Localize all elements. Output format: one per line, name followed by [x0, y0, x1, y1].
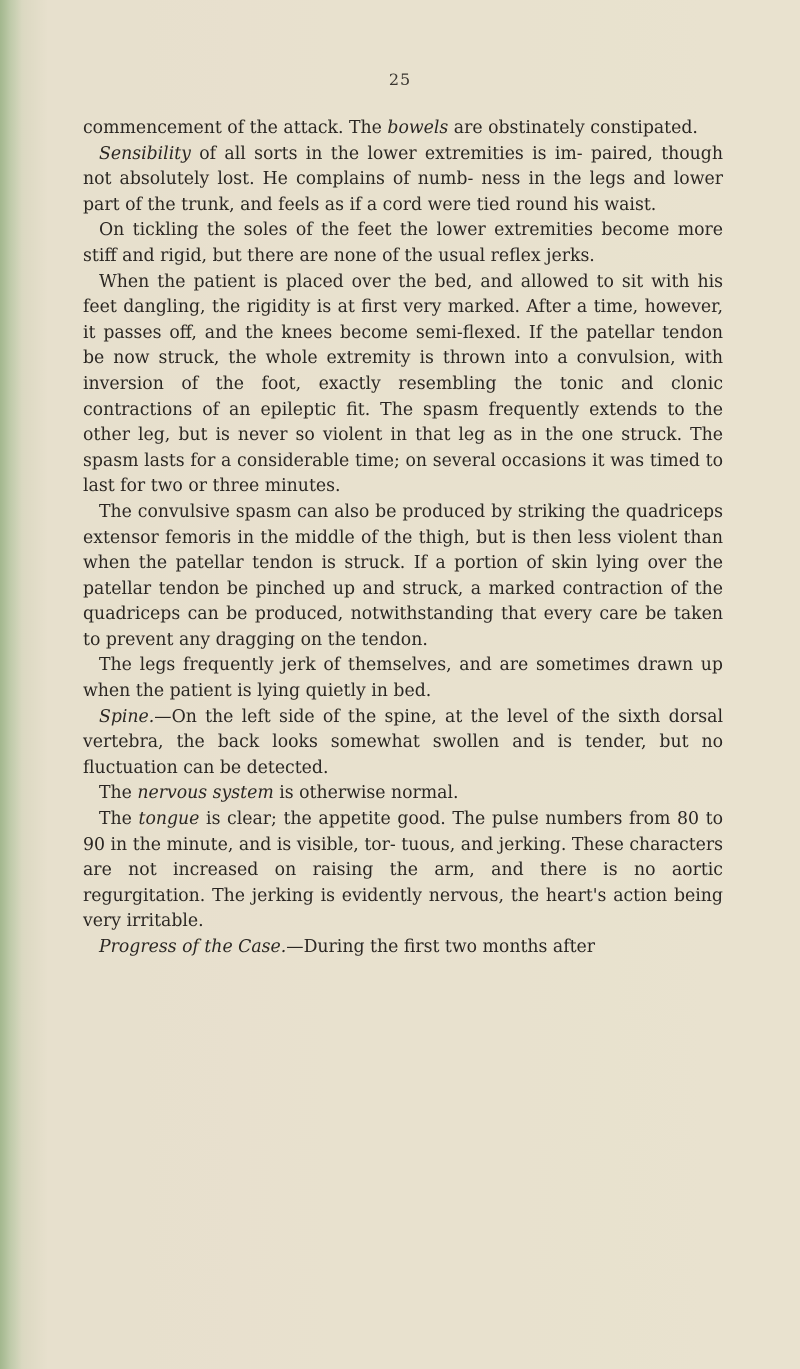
body-text [83, 116, 723, 961]
text-run: The [99, 783, 138, 804]
text-run: When the patient is placed over the bed, and allowed to sit with his feet dangling, the rigidity is at first very marked. After a time, however, it passes off, and the knees become semi-flexed. If the patellar tendon be now struck, the whole extremity is thrown into a convulsion, with inversion of the foot, exactly resembling the tonic and clonic contractions of an epileptic fit. The spasm frequently extends to the other leg, but is never so violent in that leg as in the one struck. The spasm lasts for a considerable time; on several occasions it was timed to last for two or three minutes. [83, 271, 723, 497]
text-run: is otherwise normal. [273, 783, 459, 804]
paragraph [83, 653, 723, 704]
page-binding-shadow [0, 0, 22, 1369]
paragraph [83, 218, 723, 269]
text-run: On tickling the soles of the feet the lower extremities become more stiff and rigid, but there are none of the usual reflex jerks. [83, 220, 723, 266]
text-run: The convulsive spasm can also be produced by striking the quadriceps extensor femoris in the middle of the thigh, but is then less violent than when the patellar tendon is struck. If a portion of skin lying over the patellar tendon be pinched up and struck, a marked contraction of the quadriceps can be produced, notwithstanding that every care be taken to prevent any dragging on the tendon. [83, 501, 723, 650]
text-run: is clear; the appetite good. The pulse numbers from 80 to 90 in the minute, and is visible, tor- tuous, and jerking. These characters are not increased on raising the arm, and there is no aortic regurgitation. The jerking is evidently nervous, the heart's action being very irritable. [83, 809, 723, 932]
paragraph [83, 807, 723, 935]
italic-run: nervous system [137, 783, 274, 804]
italic-run: tongue [138, 809, 200, 830]
paragraph [83, 500, 723, 654]
italic-run: Progress of the Case. [99, 937, 287, 957]
italic-run: bowels [387, 118, 449, 138]
text-run: —During the first two months after [286, 937, 596, 957]
text-run: of all sorts in the lower extremities is im- paired, though not absolutely lost. He complains of numb- ness in the legs and lower part of the trunk, and feels as if a cord were tied round his waist. [83, 143, 723, 215]
paragraph [83, 270, 723, 500]
paragraph [83, 705, 723, 782]
text-run: The [99, 809, 139, 830]
page-number: 25 [388, 70, 412, 89]
paragraph [83, 935, 723, 961]
text-run: The legs frequently jerk of themselves, and are sometimes drawn up when the patient is lying quietly in bed. [83, 655, 723, 702]
text-run: —On the left side of the spine, at the level of the sixth dorsal vertebra, the back looks somewhat swollen and is tender, but no fluctuation can be detected. [83, 706, 723, 778]
italic-run: Sensibility [99, 143, 191, 164]
italic-run: Spine. [99, 706, 155, 727]
paragraph [83, 781, 723, 807]
text-run: commencement of the attack. The [83, 118, 388, 138]
paragraph [83, 116, 723, 142]
text-run: are obstinately constipated. [448, 118, 698, 138]
paragraph [83, 142, 723, 219]
